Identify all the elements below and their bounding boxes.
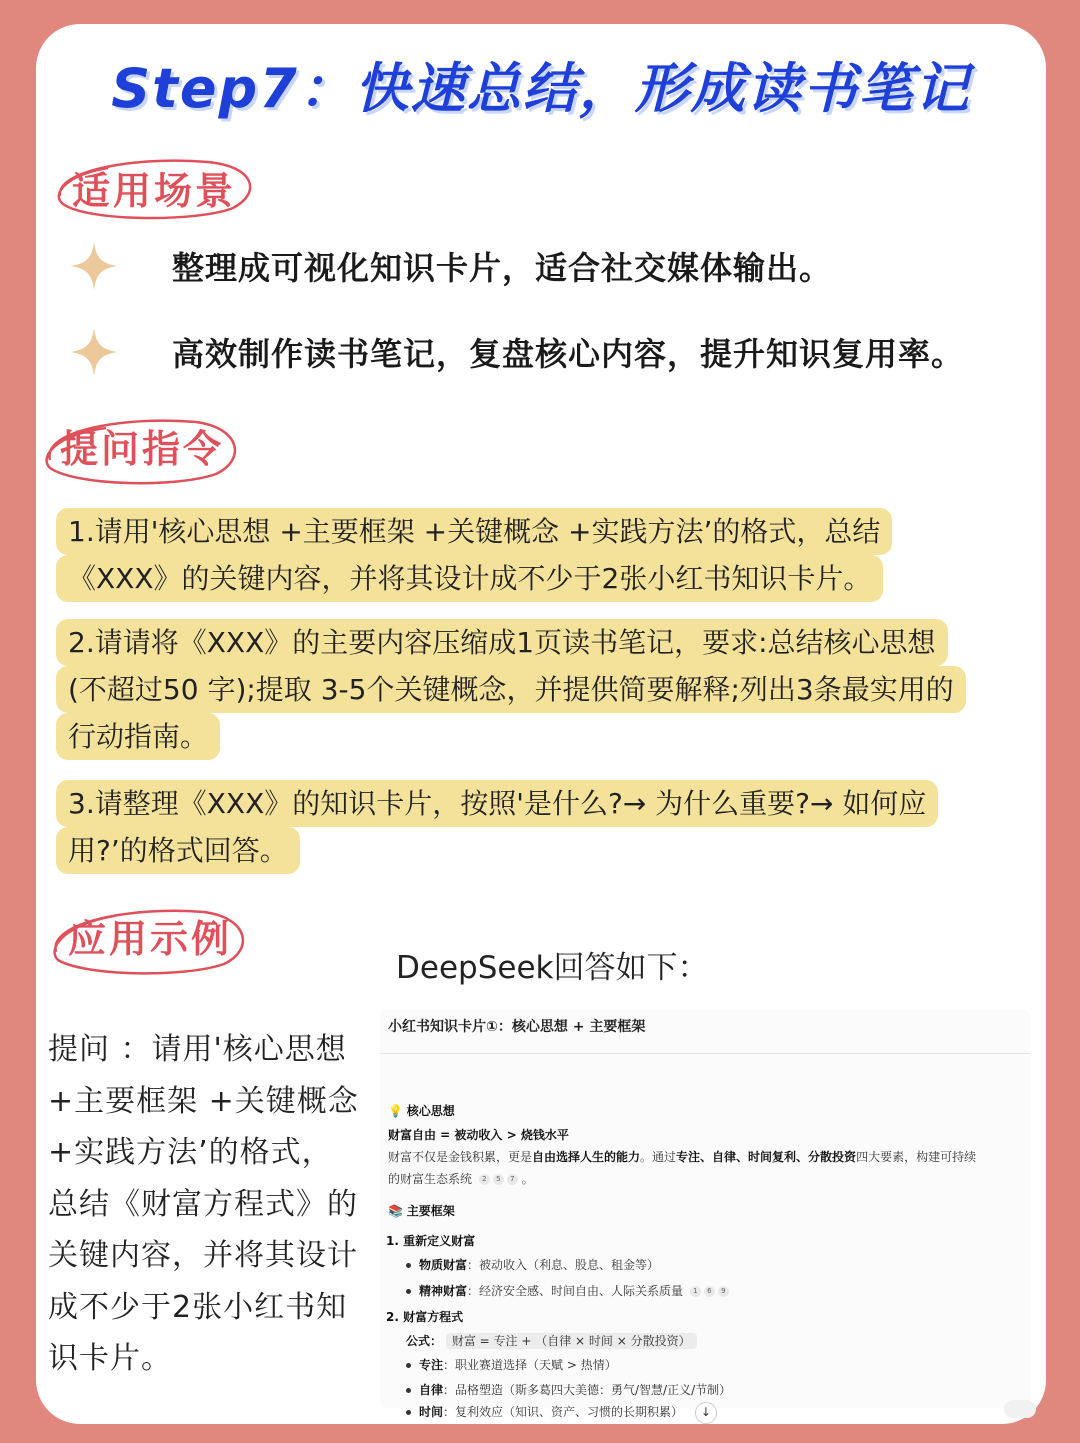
bullet-1 <box>68 240 832 292</box>
star-icon <box>68 326 120 378</box>
books-icon: 📚 <box>388 1204 403 1218</box>
item-text: ：被动收入（利息、股息、租金等） <box>467 1258 660 1272</box>
item-text: ：品格塑造（斯多葛四大美德：勇气/智慧/正义/节制） <box>443 1383 732 1397</box>
watermark <box>1004 1400 1036 1418</box>
divider <box>380 1053 1030 1054</box>
prompt-line: 1.请用'核心思想 +主要框架 +关键概念 +实践方法’的格式，总结 <box>56 508 892 555</box>
item1-a <box>406 1256 659 1273</box>
prompt-line: 用?’的格式回答。 <box>56 827 300 874</box>
prompt-3 <box>56 780 938 874</box>
ask-line: 成不少于2张小红书知 <box>48 1289 348 1325</box>
citation-badge[interactable]: 5 <box>493 1174 504 1185</box>
core-desc-line-2: 的财富生态系统 2 5 7 。 <box>388 1172 534 1186</box>
core-desc-bold: 专注、自律、时间复利、分散投资 <box>676 1150 857 1164</box>
deepseek-label: DeepSeek回答如下： <box>396 950 709 986</box>
item-text: ：职业赛道选择（天赋 > 热情） <box>443 1358 617 1372</box>
ask-line: 关键内容，并将其设计 <box>48 1238 358 1273</box>
citation-badge[interactable]: 7 <box>507 1174 518 1185</box>
citation-badge[interactable]: 9 <box>718 1286 729 1297</box>
factor-2 <box>406 1381 731 1398</box>
factor-1 <box>406 1356 617 1373</box>
core-title: 核心思想 <box>406 1104 455 1118</box>
ask-line: +主要框架 +关键概念 <box>48 1083 359 1119</box>
ask-line: 提问 ：请用'核心思想 <box>48 1032 347 1067</box>
star-icon <box>68 240 120 292</box>
item-label: 专注 <box>419 1358 444 1372</box>
item-label: 精神财富 <box>419 1284 468 1298</box>
formula-row <box>406 1332 697 1349</box>
core-equation: 财富自由 = 被动收入 > 烧钱水平 <box>388 1128 569 1142</box>
section-prompt-label: 提问指令 <box>60 426 225 471</box>
bullet-2 <box>68 326 964 378</box>
citation-badge[interactable]: 6 <box>704 1286 715 1297</box>
core-desc-bold: 自由选择人生的能力 <box>532 1150 641 1164</box>
arrow-down-icon[interactable]: ↓ <box>695 1402 717 1424</box>
formula-label: 公式： <box>406 1334 443 1348</box>
core-desc-text: 四大要素，构建可持续 <box>856 1150 977 1164</box>
prompt-line: 《XXX》的关键内容，并将其设计成不少于2张小红书知识卡片。 <box>56 555 883 602</box>
ask-line: 识卡片。 <box>48 1341 172 1376</box>
item-label: 物质财富 <box>419 1258 468 1272</box>
prompt-line: 行动指南。 <box>56 713 220 760</box>
bulb-icon: 💡 <box>388 1104 403 1118</box>
ask-line: +实践方法’的格式， <box>48 1135 333 1170</box>
section-example-label: 应用示例 <box>68 916 233 961</box>
factor-3 <box>406 1402 717 1424</box>
item-label: 自律 <box>419 1383 444 1397</box>
core-desc-text: 财富不仅是金钱积累，更是 <box>388 1150 533 1164</box>
section-scenario-label: 适用场景 <box>72 168 237 213</box>
core-title-row <box>388 1102 455 1119</box>
item-text: ：经济安全感、时间自由、人际关系质量 <box>467 1284 684 1298</box>
item-text: ：复利效应（知识、资产、习惯的长期积累） <box>443 1405 684 1419</box>
answer-screenshot <box>380 1010 1030 1419</box>
section-tag-example <box>44 900 254 970</box>
core-desc-text: 。通过 <box>640 1150 677 1164</box>
item-label: 时间 <box>419 1405 444 1419</box>
bullet-text: 整理成可视化知识卡片，适合社交媒体输出。 <box>172 249 833 287</box>
framework-title-row <box>388 1202 455 1219</box>
citation-badge[interactable]: 2 <box>479 1174 490 1185</box>
framework-title: 主要框架 <box>406 1204 455 1218</box>
section-tag-scenario <box>48 152 258 222</box>
ask-text <box>48 1024 368 1385</box>
prompt-line: (不超过50 字);提取 3-5个关键概念，并提供简要解释;列出3条最实用的 <box>56 666 966 713</box>
citation-badge[interactable]: 1 <box>690 1286 701 1297</box>
answer-header: 小红书知识卡片①：核心思想 + 主要框架 <box>388 1019 646 1035</box>
prompt-1 <box>56 508 892 602</box>
core-desc-line-1 <box>388 1148 976 1165</box>
formula: 财富 = 专注 + （自律 × 时间 × 分散投资） <box>446 1333 697 1349</box>
section-tag-prompt <box>36 410 246 480</box>
item1-b <box>406 1282 729 1299</box>
item2-title: 2. 财富方程式 <box>386 1310 464 1324</box>
prompt-2 <box>56 619 966 760</box>
core-desc-text: 的财富生态系统 <box>388 1172 473 1186</box>
ask-line: 总结《财富方程式》的 <box>48 1186 358 1222</box>
prompt-line: 3.请整理《XXX》的知识卡片，按照'是什么?→ 为什么重要?→ 如何应 <box>56 780 938 827</box>
content-card <box>36 24 1046 1424</box>
page-title: Step7：快速总结，形成读书笔记 <box>111 57 971 120</box>
prompt-line: 2.请请将《XXX》的主要内容压缩成1页读书笔记，要求:总结核心思想 <box>56 619 948 666</box>
bullet-text: 高效制作读书笔记，复盘核心内容，提升知识复用率。 <box>172 335 965 373</box>
item1-title: 1. 重新定义财富 <box>386 1234 476 1248</box>
